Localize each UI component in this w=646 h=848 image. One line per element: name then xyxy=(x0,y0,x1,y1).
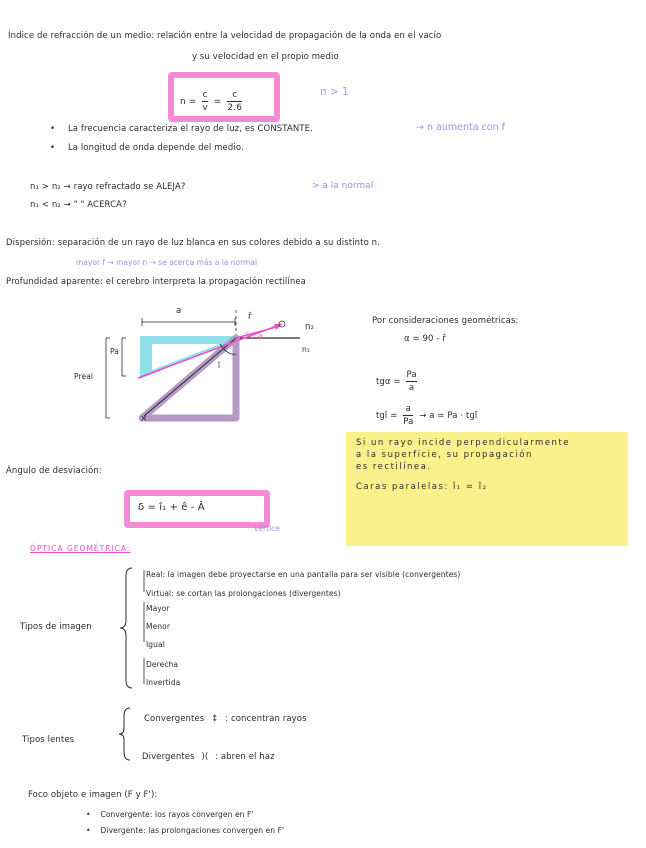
label-r-hat: r̂ xyxy=(248,312,252,322)
condition-aleja-note: > a la normal xyxy=(312,181,374,191)
bullet-frequency: • La frecuencia caracteriza el rayo de luz, es CONSTANTE. xyxy=(50,124,313,134)
note-line-2: a la superficie, su propagación xyxy=(356,450,533,460)
deviation-vertex-note: vértice xyxy=(254,524,280,533)
image-igual: Igual xyxy=(146,640,165,649)
focus-divergent: • Divergente: las prolongaciones convergen en F' xyxy=(86,826,284,835)
image-mayor: Mayor xyxy=(146,604,170,613)
apparent-depth-diagram xyxy=(60,298,340,428)
lens-types-label: Tipos lentes xyxy=(22,735,75,745)
intro-line-1: Índice de refracción de un medio: relación entre la velocidad de propagación de la onda en el vacío xyxy=(8,31,442,41)
image-invertida: Invertida xyxy=(146,678,181,687)
image-menor: Menor xyxy=(146,622,171,631)
formula-n: n = xyxy=(180,97,197,107)
geometry-eq2: tgα = $\frac{Pa}{a}$ xyxy=(376,370,417,393)
label-alpha: α xyxy=(258,332,263,341)
image-virtual: Virtual: se cortan las prolongaciones (divergentes) xyxy=(146,589,341,598)
geometry-eq1: α = 90 - r̂ xyxy=(404,334,446,344)
label-i-hat: î xyxy=(218,361,221,370)
lens-divergentes: Divergentes )( : abren el haz xyxy=(142,752,275,762)
deviation-label: Ángulo de desviación: xyxy=(6,466,102,476)
image-types-label: Tipos de imagen xyxy=(20,622,92,632)
optics-title: ÓPTICA GEOMÉTRICA: xyxy=(30,544,131,553)
lens-types-brace xyxy=(118,706,132,762)
bullet-wavelength: • La longitud de onda depende del medio. xyxy=(50,143,244,153)
label-pa: Pa xyxy=(110,347,119,356)
intro-line-2: y su velocidad en el propio medio xyxy=(192,52,339,62)
geometry-eq3: tgî = $\frac{a}{Pa}$ → a = Pa · tgî xyxy=(376,404,478,427)
condition-aleja: n₁ > n₂ → rayo refractado se ALEJA? xyxy=(30,182,186,192)
lens-convergentes: Convergentes ↕ : concentran rayos xyxy=(144,714,307,724)
bullet-frequency-note: → n aumenta con f xyxy=(416,122,505,133)
fraction-c-v: $\frac{c}{v}$ xyxy=(202,90,208,113)
label-n1: n₁ xyxy=(302,345,310,354)
label-preal: Preal xyxy=(74,372,94,381)
focus-convergent: • Convergente: los rayos convergen en F' xyxy=(86,810,254,819)
label-a: a xyxy=(176,306,182,316)
formula-equals: = xyxy=(213,97,222,107)
svg-text:×: × xyxy=(140,414,148,424)
focus-label: Foco objeto e imagen (F y F'): xyxy=(28,790,158,800)
note-line-4: Caras paralelas: î₁ = î₂ xyxy=(356,482,488,492)
deviation-formula: δ = î₁ + ê - Â xyxy=(138,502,205,513)
geometry-title: Por consideraciones geométricas: xyxy=(372,316,519,326)
note-line-1: Si un rayo incide perpendicularmente xyxy=(356,438,571,448)
label-n2: n₂ xyxy=(305,322,314,332)
convergent-lens-icon: ↕ xyxy=(211,714,219,724)
note-line-3: es rectilínea. xyxy=(356,462,432,472)
n-greater-one: n > 1 xyxy=(320,86,349,98)
refraction-index-formula xyxy=(168,72,280,122)
condition-acerca: n₁ < n₂ → " " ACERCA? xyxy=(30,200,127,210)
dispersion-text: Dispersión: separación de un rayo de luz blanca en sus colores debido a su distinto n. xyxy=(6,238,380,248)
image-derecha: Derecha xyxy=(146,660,179,669)
image-real: Real: la imagen debe proyectarse en una pantalla para ser visible (convergentes) xyxy=(146,570,461,579)
dispersion-note: mayor f → mayor n → se acerca más a la normal xyxy=(76,258,258,267)
divergent-lens-icon: )( xyxy=(201,752,209,762)
fraction-c-vdiv: $\frac{c}{2.6}$ xyxy=(227,90,243,113)
sticky-note xyxy=(346,432,628,546)
apparent-depth-text: Profundidad aparente: el cerebro interpreta la propagación rectilínea xyxy=(6,277,306,287)
image-types-brace xyxy=(118,566,148,690)
deviation-formula-box xyxy=(124,490,270,528)
